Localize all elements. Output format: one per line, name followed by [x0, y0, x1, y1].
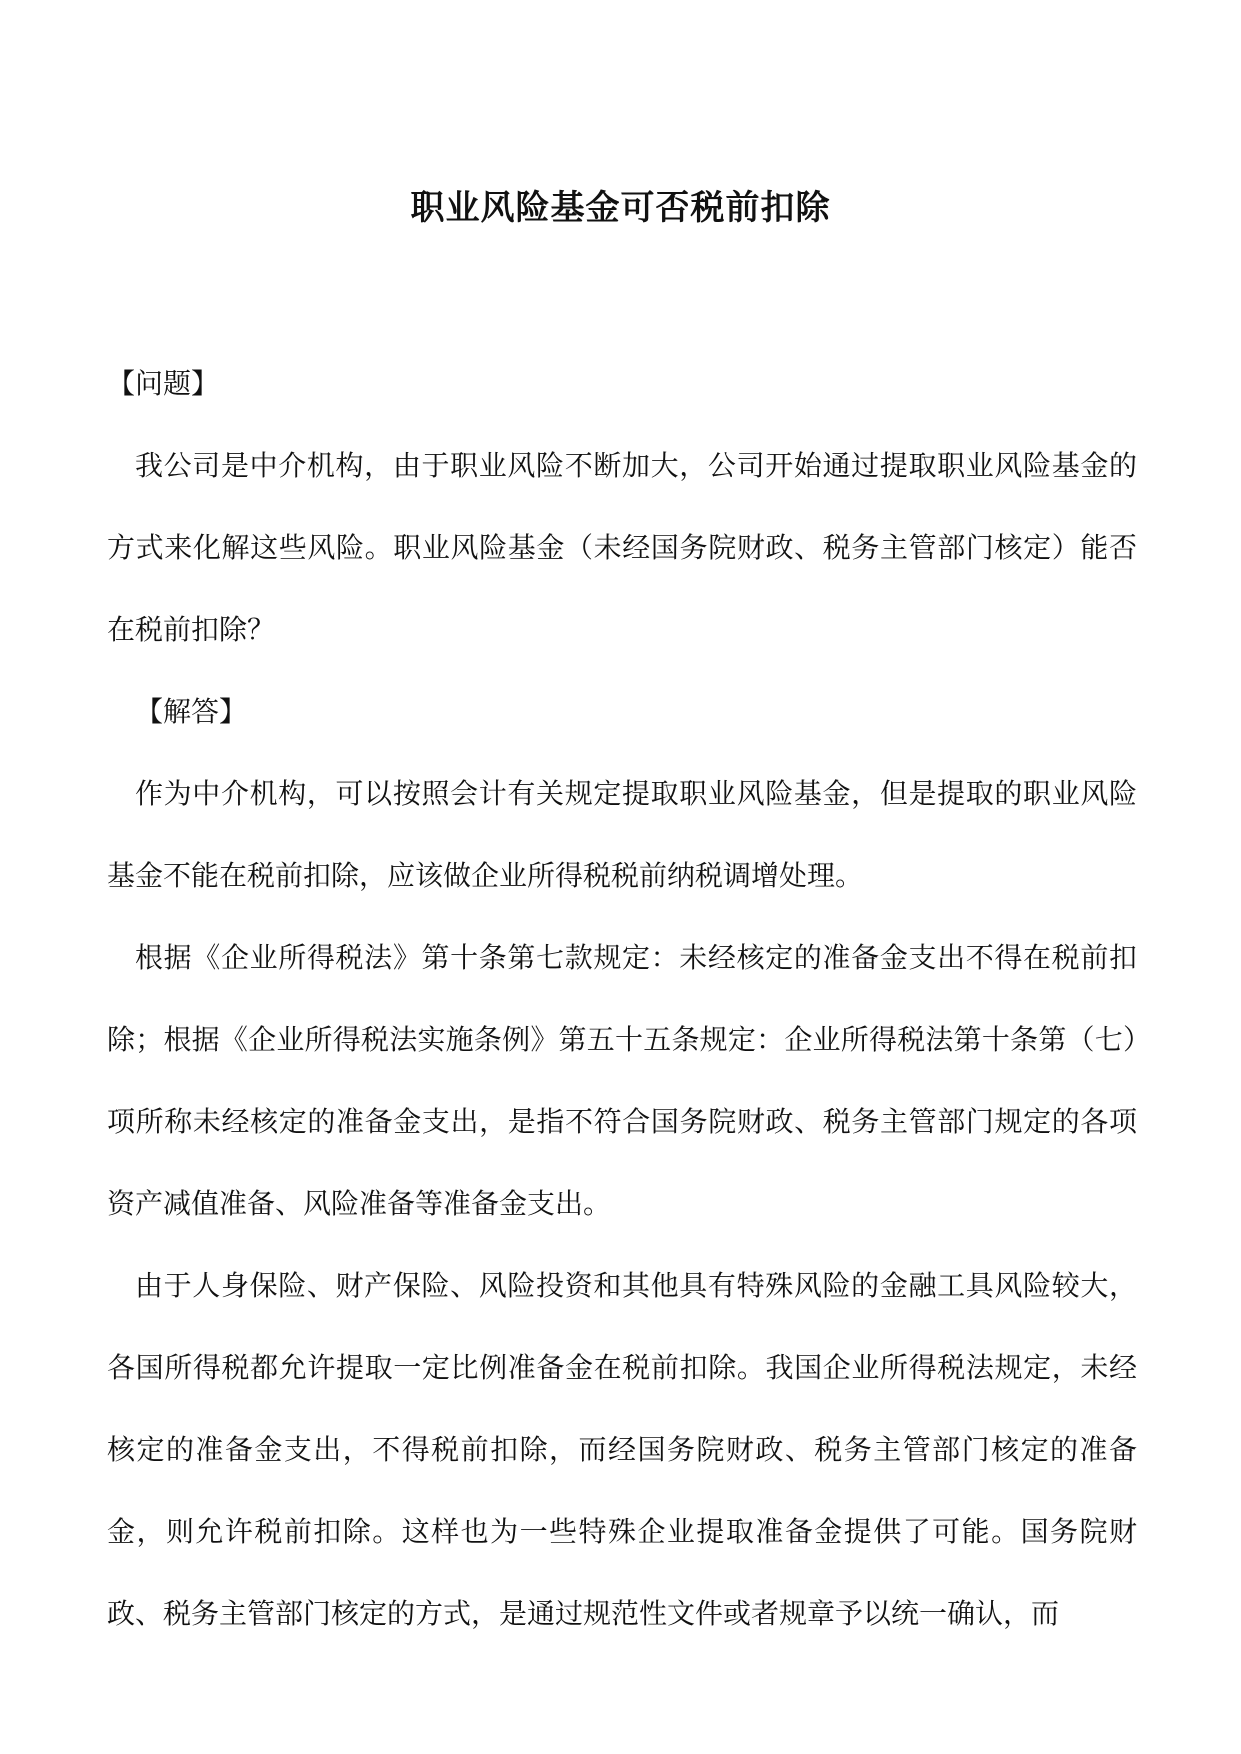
answer-paragraph: 作为中介机构，可以按照会计有关规定提取职业风险基金，但是提取的职业风险基金不能在税前扣除，应该做企业所得税税前纳税调增处理。: [107, 777, 1137, 892]
answer-paragraph: 由于人身保险、财产保险、风险投资和其他具有特殊风险的金融工具风险较大，各国所得税都允许提取一定比例准备金在税前扣除。我国企业所得税法规定，未经核定的准备金支出，不得税前扣除，而经国务院财政、税务主管部门核定的准备金，则允许税前扣除。这样也为一些特殊企业提取准备金提供了可能。国务院财政、税务主管部门核定的方式，是通过规范性文件或者规章予以统一确认，而: [107, 1269, 1137, 1630]
document-body: [107, 343, 1137, 1655]
document-title: 职业风险基金可否税前扣除: [410, 187, 831, 228]
question-paragraph: 我公司是中介机构，由于职业风险不断加大，公司开始通过提取职业风险基金的方式来化解这些风险。职业风险基金（未经国务院财政、税务主管部门核定）能否在税前扣除？: [107, 449, 1137, 646]
question-heading: 【问题】: [107, 367, 220, 400]
answer-heading: 【解答】: [135, 695, 248, 728]
answer-paragraph: 根据《企业所得税法》第十条第七款规定：未经核定的准备金支出不得在税前扣除；根据《企业所得税法实施条例》第五十五条规定：企业所得税法第十条第（七）项所称未经核定的准备金支出，是指不符合国务院财政、税务主管部门规定的各项资产减值准备、风险准备等准备金支出。: [107, 941, 1137, 1220]
